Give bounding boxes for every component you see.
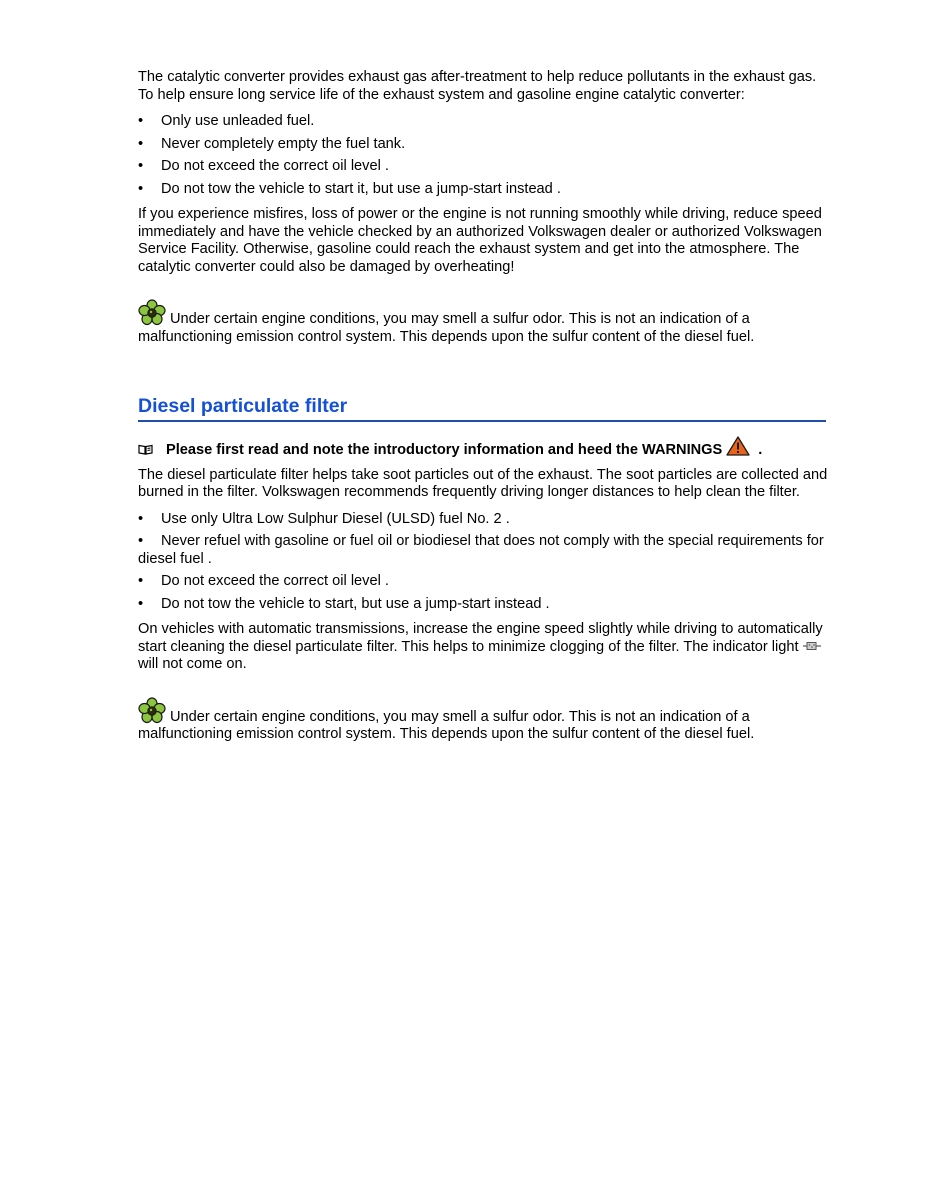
environment-flower-icon — [138, 697, 166, 724]
list-item-text: Do not exceed the correct oil level . — [161, 573, 389, 589]
bullet-icon: • — [138, 533, 144, 549]
environment-note — [138, 299, 828, 346]
diesel-particulate-filter-indicator-icon — [803, 641, 821, 651]
bullet-icon: • — [138, 158, 144, 174]
list-item — [138, 158, 828, 176]
introductory-information-tail: . — [758, 442, 763, 458]
automatic-transmission-text-end: will not come on. — [138, 656, 247, 672]
list-item — [138, 181, 828, 199]
list-item-text: Never completely empty the fuel tank. — [161, 135, 406, 152]
automatic-transmission-paragraph — [138, 621, 828, 674]
bullet-icon: • — [138, 510, 144, 527]
bullet-icon: • — [138, 595, 144, 612]
list-item — [138, 136, 828, 154]
introductory-information-text: Please first read and note the introductory information and heed the WARNINGS — [166, 442, 723, 458]
bullet-icon: • — [138, 180, 144, 197]
bullet-icon: • — [138, 113, 144, 129]
environment-flower-icon — [138, 299, 166, 326]
list-item — [138, 573, 828, 591]
list-item — [138, 596, 828, 614]
introductory-information-line — [138, 436, 828, 460]
page-content — [138, 69, 828, 744]
book-icon[interactable] — [138, 444, 153, 455]
section-heading-diesel-particulate-filter: Diesel particulate filter — [138, 394, 826, 422]
list-item — [138, 113, 828, 131]
environment-note-text: Under certain engine conditions, you may smell a sulfur odor. This is not an indication of a malfunctioning emission control system. This depends upon the sulfur content of the diesel fuel. — [138, 708, 755, 742]
environment-note — [138, 697, 828, 744]
list-item — [138, 533, 828, 568]
list-item-text: Only use unleaded fuel. — [161, 113, 315, 129]
bullet-icon: • — [138, 573, 144, 589]
list-item — [138, 511, 828, 529]
catalytic-converter-bullet-list — [138, 113, 828, 198]
diesel-filter-description: The diesel particulate filter helps take soot particles out of the exhaust. The soot particles are collected and burned in the filter. Volkswagen recommends frequently driving longer distances to help clean the filter. — [138, 466, 828, 500]
list-item-text: Never refuel with gasoline or fuel oil or biodiesel that does not comply with the special requirements for diesel fuel . — [138, 533, 824, 567]
automatic-transmission-text: On vehicles with automatic transmissions, increase the engine speed slightly while driving to automatically start cleaning the diesel particulate filter. This helps to minimize clogging of the filter. The indicator light — [138, 621, 823, 655]
bullet-icon: • — [138, 135, 144, 152]
misfire-warning-paragraph: If you experience misfires, loss of power or the engine is not running smoothly while driving, reduce speed immediately and have the vehicle checked by an authorized Volkswagen dealer or authorized Volkswagen Service Facility. Otherwise, gasoline could reach the exhaust system and get into the atmosphere. The catalytic converter could also be damaged by overheating! — [138, 206, 822, 275]
list-item-text: Do not tow the vehicle to start it, but use a jump-start instead . — [161, 180, 561, 197]
catalytic-converter-intro: The catalytic converter provides exhaust gas after-treatment to help reduce pollutants in the exhaust gas. To help ensure long service life of the exhaust system and gasoline engine catalytic converter: — [138, 69, 817, 103]
warning-triangle-icon[interactable] — [726, 436, 750, 456]
diesel-filter-bullet-list — [138, 511, 828, 614]
environment-note-text: Under certain engine conditions, you may smell a sulfur odor. This is not an indication of a malfunctioning emission control system. This depends upon the sulfur content of the diesel fuel. — [138, 311, 755, 345]
list-item-text: Do not tow the vehicle to start, but use a jump-start instead . — [161, 595, 550, 612]
list-item-text: Use only Ultra Low Sulphur Diesel (ULSD) fuel No. 2 . — [161, 510, 510, 527]
list-item-text: Do not exceed the correct oil level . — [161, 158, 389, 174]
